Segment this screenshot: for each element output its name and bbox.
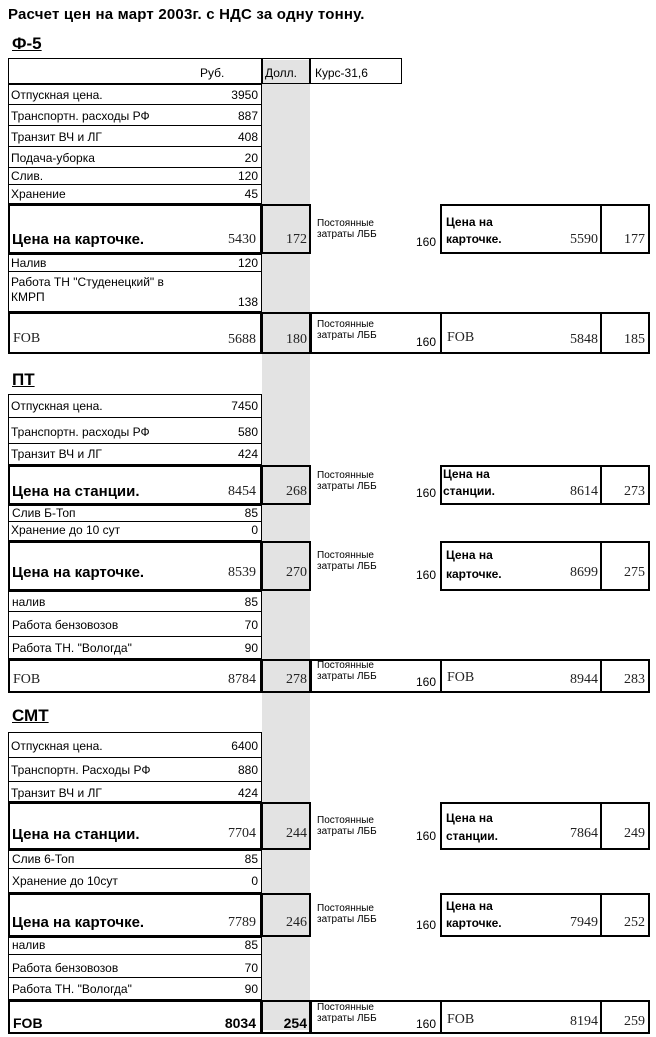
card-price-usd: 172 (286, 232, 307, 247)
card-price-label: Цена на карточке. (12, 564, 145, 581)
card-price-usd: 270 (286, 565, 307, 580)
row-value: 138 (237, 295, 258, 309)
row-label: Транзит ВЧ и ЛГ (11, 130, 102, 144)
alt-station-label: Цена на станции. (443, 467, 495, 498)
row-value: 85 (244, 938, 258, 952)
fixed-costs-value: 160 (415, 918, 436, 932)
fob-rub: 8034 (224, 1015, 256, 1031)
fixed-costs-label: Постоянные затраты ЛББ (317, 1002, 377, 1024)
card-price-label: Цена на карточке. (12, 231, 145, 248)
row-value: 6400 (231, 739, 258, 753)
fob-usd: 278 (286, 672, 307, 687)
row-label: Работа ТН "Студенецкий" в КМРП (11, 275, 164, 304)
row-value: 880 (237, 763, 258, 777)
row-value: 424 (237, 447, 258, 461)
row-value: 85 (244, 852, 258, 866)
alt-card-rub: 7949 (570, 915, 598, 930)
fob-alt-label: FOB (447, 1012, 475, 1027)
fixed-costs-label: Постоянные затраты ЛББ (317, 903, 377, 925)
fixed-costs-label: Постоянные затраты ЛББ (317, 470, 377, 492)
alt-card-label: Цена на карточке. (446, 548, 502, 581)
fob-usd: 180 (286, 332, 307, 347)
card-price-rub: 7789 (228, 915, 256, 930)
fixed-costs-label: Постоянные затраты ЛББ (317, 218, 377, 240)
station-price-usd: 268 (286, 484, 307, 499)
row-label: Слив 6-Топ (12, 852, 75, 866)
row-value: 120 (237, 256, 258, 270)
fob-alt-label: FOB (447, 670, 475, 685)
fixed-costs-value: 160 (415, 568, 436, 582)
fob-usd: 254 (283, 1015, 307, 1031)
row-value: 20 (244, 151, 258, 165)
station-price-label: Цена на станции. (12, 826, 140, 843)
row-label: Работа бензовозов (12, 961, 119, 975)
row-value: 70 (244, 618, 258, 632)
fob-alt-usd: 185 (624, 332, 645, 347)
page-title: Расчет цен на март 2003г. с НДС за одну тонну. (8, 6, 365, 23)
station-price-usd: 244 (286, 826, 307, 841)
card-price-label: Цена на карточке. (12, 914, 145, 931)
row-label: Транспортн. Расходы РФ (11, 763, 151, 777)
alt-card-label: Цена на карточке. (446, 899, 502, 930)
fob-rub: 8784 (228, 672, 256, 687)
fob-alt-rub: 8194 (570, 1014, 598, 1029)
row-value: 70 (244, 961, 258, 975)
rows-block (8, 84, 262, 204)
fixed-costs-label: Постоянные затраты ЛББ (317, 319, 377, 341)
fob-alt-usd: 259 (624, 1014, 645, 1029)
row-value: 887 (237, 109, 258, 123)
row-label: налив (12, 938, 46, 952)
row-value: 408 (237, 130, 258, 144)
row-label: Хранение до 10сут (12, 874, 118, 888)
fixed-costs-label: Постоянные затраты ЛББ (317, 550, 377, 572)
row-label: Хранение до 10 сут (11, 523, 121, 537)
alt-card-rub: 8699 (570, 565, 598, 580)
alt-station-label: Цена на станции. (446, 811, 498, 843)
row-label: Слив. (11, 169, 44, 183)
row-label: Работа ТН. "Вологда" (12, 982, 132, 996)
row-label: Отпускная цена. (11, 88, 103, 102)
fob-alt-rub: 5848 (570, 332, 598, 347)
alt-station-rub: 7864 (570, 826, 598, 841)
section-title-smt: СМТ (12, 706, 49, 725)
row-label: Хранение (11, 187, 66, 201)
row-value: 90 (244, 982, 258, 996)
card-price-rub: 5430 (228, 232, 256, 247)
card-price-usd: 246 (286, 915, 307, 930)
section-title-f5: Ф-5 (12, 34, 42, 53)
station-price-label: Цена на станции. (12, 483, 140, 500)
row-label: Отпускная цена. (11, 399, 103, 413)
alt-card-label: Цена на карточке. (446, 215, 502, 246)
row-label: Подача-уборка (11, 151, 95, 165)
fixed-costs-label: Постоянные затраты ЛББ (317, 660, 377, 682)
fixed-costs-value: 160 (415, 486, 436, 500)
alt-card-usd: 275 (624, 565, 645, 580)
row-label: Налив (11, 256, 47, 270)
header-rub: Руб. (200, 66, 225, 80)
alt-station-usd: 273 (624, 484, 645, 499)
alt-card-usd: 252 (624, 915, 645, 930)
row-value: 120 (237, 169, 258, 183)
alt-station-usd: 249 (624, 826, 645, 841)
row-value: 0 (251, 874, 258, 888)
row-value: 7450 (231, 399, 258, 413)
alt-station-rub: 8614 (570, 484, 598, 499)
fob-alt-usd: 283 (624, 672, 645, 687)
header-rate: Курс-31,6 (315, 66, 368, 80)
row-value: 85 (244, 506, 258, 520)
row-value: 45 (244, 187, 258, 201)
fob-rub: 5688 (228, 332, 256, 347)
fob-label: FOB (13, 1015, 43, 1031)
card-price-rub: 8539 (228, 565, 256, 580)
fob-label: FOB (13, 672, 41, 687)
fixed-costs-value: 160 (415, 335, 436, 349)
row-value: 0 (251, 523, 258, 537)
section-title-pt: ПТ (12, 370, 35, 389)
fob-label: FOB (13, 331, 41, 346)
row-label: Работа ТН. "Вологда" (12, 641, 132, 655)
fixed-costs-value: 160 (415, 675, 436, 689)
station-price-rub: 7704 (228, 826, 256, 841)
row-value: 85 (244, 595, 258, 609)
alt-card-rub: 5590 (570, 232, 598, 247)
row-label: Транспортн. расходы РФ (11, 425, 150, 439)
row-label: Транзит ВЧ и ЛГ (11, 447, 102, 461)
fixed-costs-value: 160 (415, 829, 436, 843)
row-label: Транзит ВЧ и ЛГ (11, 786, 102, 800)
header-usd: Долл. (265, 66, 298, 80)
row-label: Работа бензовозов (12, 618, 119, 632)
row-label: Отпускная цена. (11, 739, 103, 753)
fob-alt-rub: 8944 (570, 672, 598, 687)
fixed-costs-value: 160 (415, 235, 436, 249)
row-value: 90 (244, 641, 258, 655)
row-label: налив (12, 595, 46, 609)
fixed-costs-label: Постоянные затраты ЛББ (317, 815, 377, 837)
row-value: 424 (237, 786, 258, 800)
row-label: Транспортн. расходы РФ (11, 109, 150, 123)
alt-card-usd: 177 (624, 232, 645, 247)
row-value: 580 (237, 425, 258, 439)
fob-alt-label: FOB (447, 330, 475, 345)
fixed-costs-value: 160 (415, 1017, 436, 1031)
station-price-rub: 8454 (228, 484, 256, 499)
row-label: Слив Б-Топ (12, 506, 76, 520)
row-value: 3950 (231, 88, 258, 102)
